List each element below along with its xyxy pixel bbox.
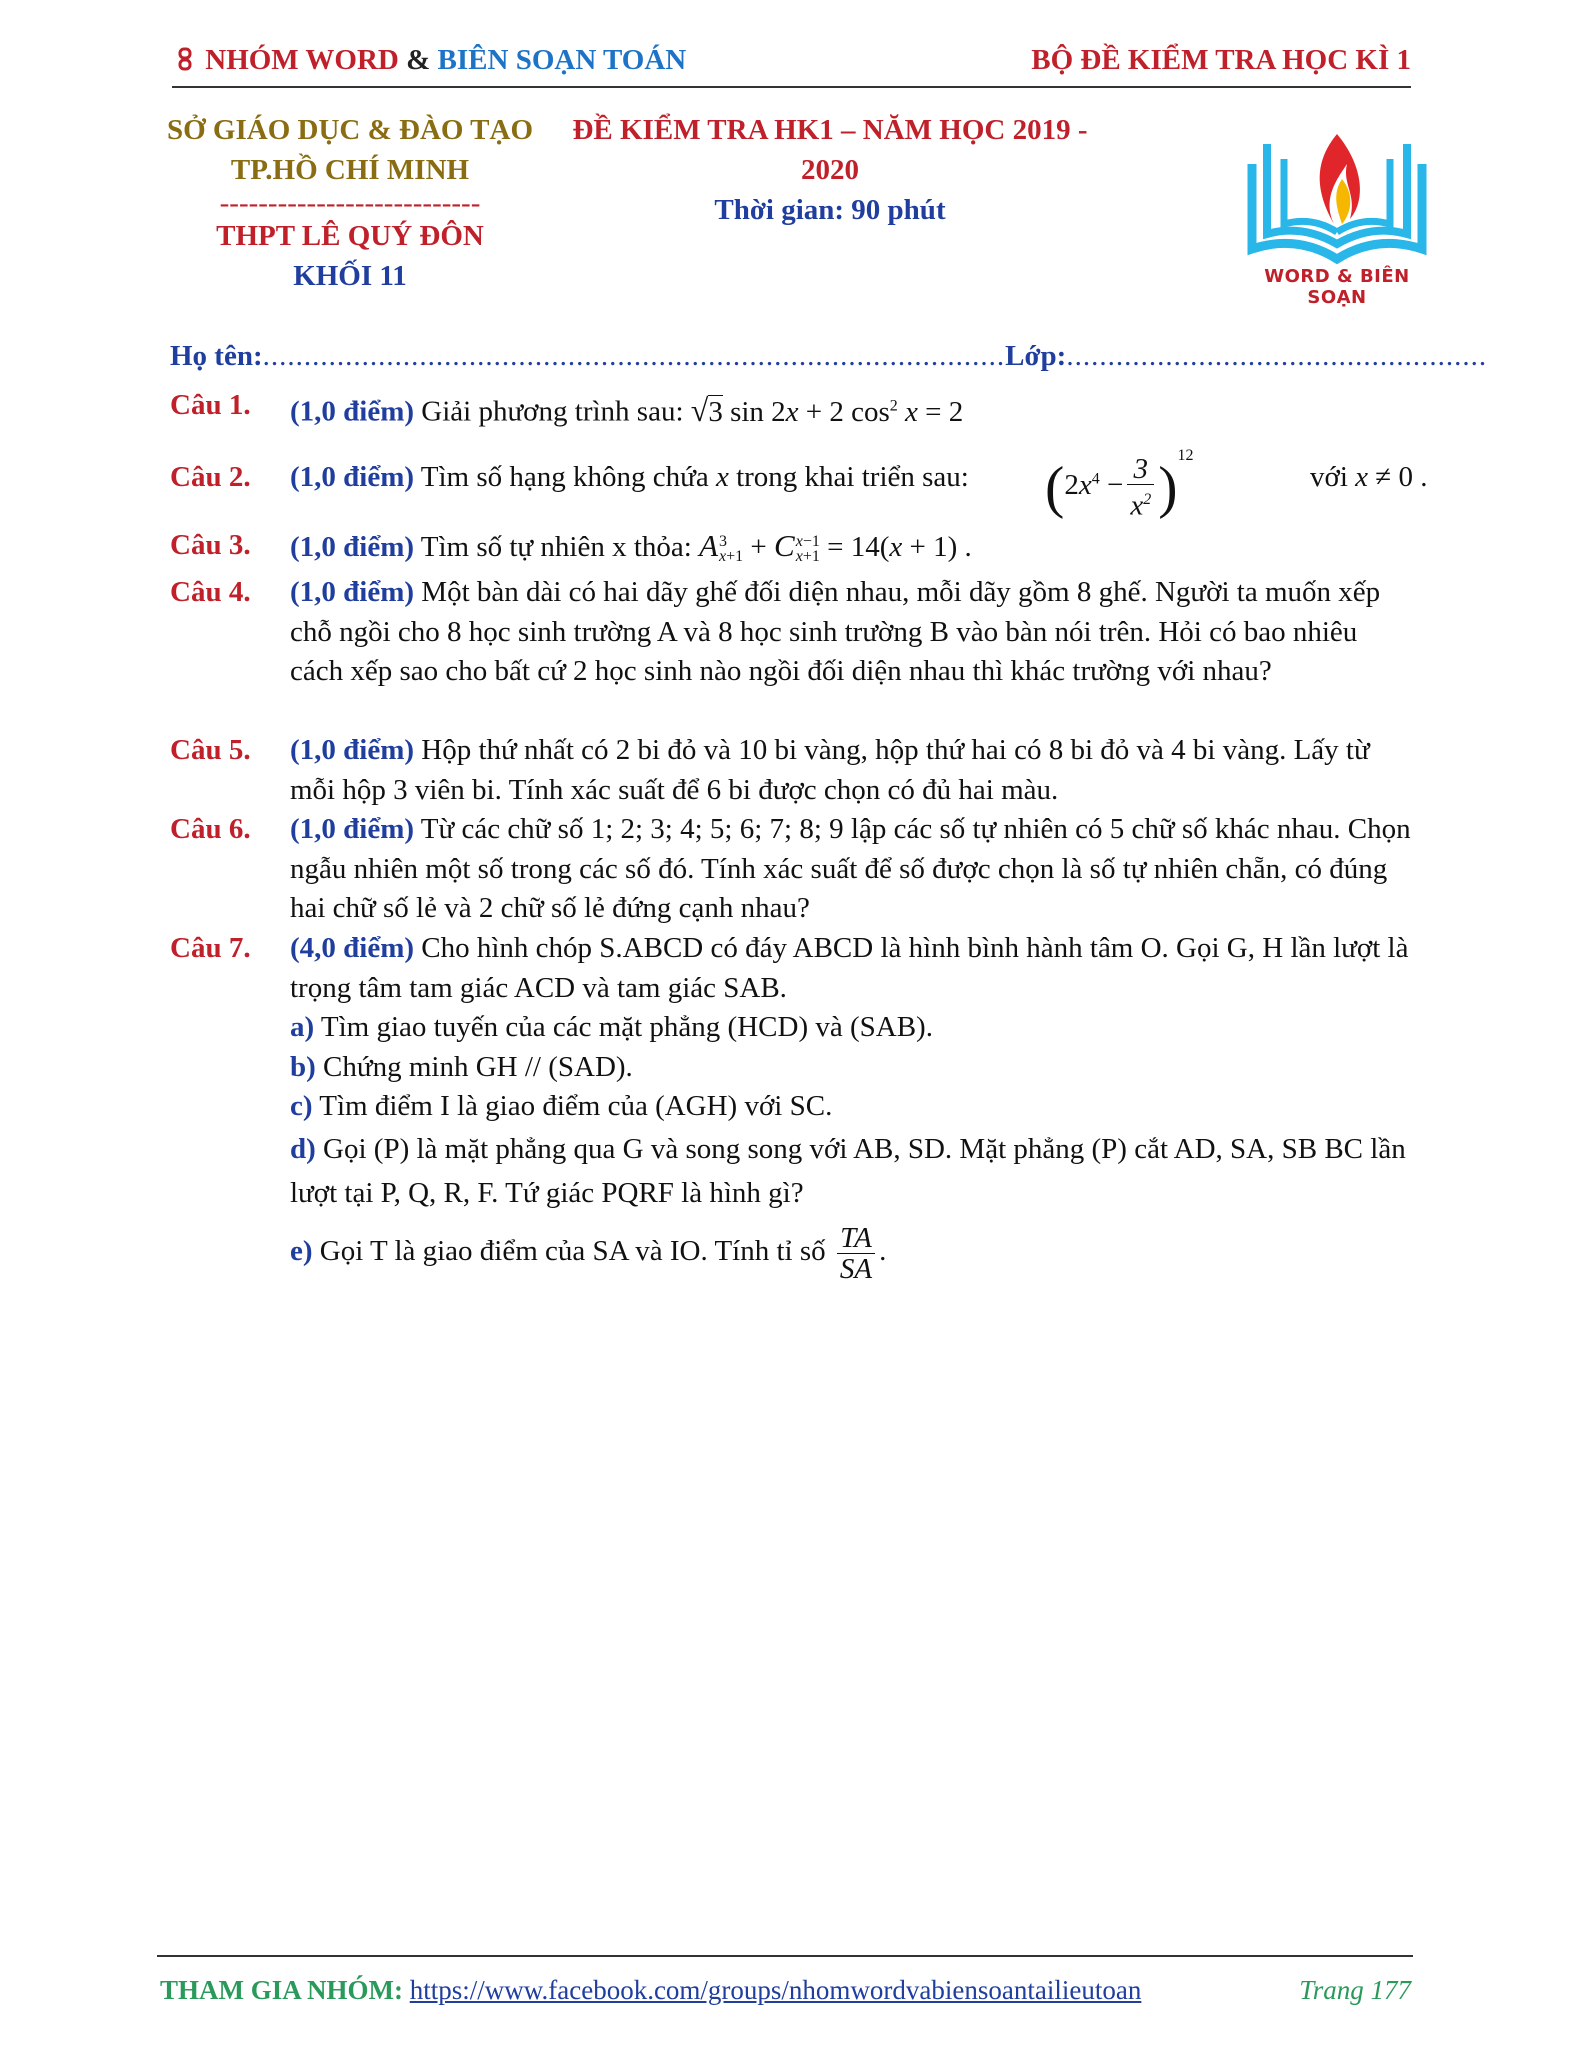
footer-group-link[interactable]: https://www.facebook.com/groups/nhomwordvabiensoantailieutoan — [409, 1975, 1142, 2005]
equation-q1: √3 sin 2x + 2 $\cos^2 x = 2$ — [690, 391, 964, 428]
question-text: Một bàn dài có hai dãy ghế đối diện nhau, mỗi dãy gồm 8 ghế. Người ta muốn xếp chỗ ngồi cho 8 học sinh trường A và 8 học sinh trường B vào bàn nói trên. Hỏi có bao nhiêu cách xếp sao cho bất cứ 2 học sinh nào ngồi đối diện nhau thì khác trường với nhau? — [290, 576, 1381, 687]
question-label: Câu 5. — [170, 734, 251, 766]
question-points: (1,0 điểm) — [290, 461, 415, 493]
question-1 — [170, 386, 1415, 426]
equation-q2: ($2x^4$ − $\frac{3}{x^2}$ )$^{12}$ — [1045, 447, 1194, 522]
question-label: Câu 6. — [170, 813, 251, 845]
class-label: Lớp: — [1005, 340, 1067, 372]
page-number: Trang 177 — [1299, 1975, 1411, 2005]
q7-part-c: c) Tìm điểm I là giao điểm của (AGH) với SC. — [290, 1090, 833, 1122]
question-text: Hộp thứ nhất có 2 bi đỏ và 10 bi vàng, hộp thứ hai có 8 bi đỏ và 4 bi vàng. Lấy từ mỗi hộp 3 viên bi. Tính xác suất để 6 bi được chọn có đủ hai màu. — [290, 734, 1370, 806]
question-5 — [170, 731, 1415, 811]
question-text-2: trong khai triển sau: — [736, 461, 969, 493]
question-text: Cho hình chóp S.ABCD có đáy ABCD là hình bình hành tâm O. Gọi G, H lần lượt là trọng tâm tam giác ACD và tam giác SAB. — [290, 932, 1409, 1004]
q7-part-a: a) Tìm giao tuyến của các mặt phẳng (HCD) và (SAB). — [290, 1011, 933, 1043]
q7-part-e: e) Gọi T là giao điểm của SA và IO. Tính tỉ số $\frac{TA}{SA}$ . — [290, 1221, 887, 1285]
question-label: Câu 7. — [170, 932, 251, 964]
school-grade: KHỐI 11 — [293, 260, 407, 292]
question-7 — [170, 929, 1415, 1349]
school-block — [140, 110, 560, 296]
question-points: (4,0 điểm) — [290, 932, 415, 964]
question-2: Câu 2. (1,0 điểm) Tìm số hạng không chứa x trong khai triển sau: ($2x^4$ − $\frac{3}{x^2}$ )$^{12}$ với x ≠ 0 . — [170, 436, 1415, 516]
question-points: (1,0 điểm) — [290, 576, 415, 608]
question-label: Câu 3. — [170, 529, 251, 561]
footer-join — [160, 1975, 1141, 2006]
logo-text: WORD & BIÊN SOẠN — [1264, 266, 1410, 308]
footer-divider — [157, 1955, 1413, 1957]
question-6 — [170, 810, 1415, 930]
school-name: THPT LÊ QUÝ ĐÔN — [216, 220, 484, 252]
student-info-line — [170, 340, 1487, 373]
header-group-title — [178, 44, 686, 77]
q7-part-d: d) Gọi (P) là mặt phẳng qua G và song song với AB, SD. Mặt phẳng (P) cắt AD, SA, SB BC lần lượt tại P, Q, R, F. Tứ giác PQRF là hình gì? — [290, 1132, 1406, 1209]
class-blank: ................................................... — [1066, 340, 1488, 372]
q7-part-b: b) Chứng minh GH // (SAD). — [290, 1050, 633, 1083]
school-department: SỞ GIÁO DỤC & ĐÀO TẠO — [166, 114, 534, 146]
name-label: Họ tên: — [170, 340, 263, 372]
question-points: (1,0 điểm) — [290, 734, 415, 766]
header-group-part1: NHÓM WORD — [205, 44, 399, 76]
school-city: TP.HỒ CHÍ MINH — [230, 154, 470, 186]
question-label: Câu 4. — [170, 576, 251, 608]
question-points: (1,0 điểm) — [290, 395, 415, 428]
footer-label: THAM GIA NHÓM: — [160, 1975, 403, 2005]
name-blank: .......................................................................................... — [262, 340, 1006, 372]
question-variable: x — [715, 461, 729, 493]
header-group-part2: BIÊN SOẠN TOÁN — [437, 44, 687, 76]
exam-block — [570, 110, 1090, 230]
question-text: Tìm số tự nhiên x thỏa: — [420, 531, 692, 563]
question-after-text: với — [1310, 461, 1348, 493]
question-text: Từ các chữ số 1; 2; 3; 4; 5; 6; 7; 8; 9 lập các số tự nhiên có 5 chữ số khác nhau. Chọn ngẫu nhiên một số trong các số đó. Tính xác suất để số được chọn là số tự nhiên chẵn, có đúng hai chữ số lẻ và 2 chữ số lẻ đứng cạnh nhau? — [290, 813, 1411, 924]
equation-q3: A 3 x+1 + C x−1 x+1 = 14(x + 1) . — [699, 528, 972, 566]
question-3 — [170, 526, 1415, 568]
exam-time: Thời gian: 90 phút — [714, 194, 946, 226]
header-right-title: BỘ ĐỀ KIỂM TRA HỌC KÌ 1 — [1031, 44, 1411, 76]
ratio-ta-sa: $\frac{TA}{SA}$ — [837, 1223, 875, 1284]
header-divider — [172, 86, 1411, 88]
question-points: (1,0 điểm) — [290, 531, 415, 563]
question-points: (1,0 điểm) — [290, 813, 415, 845]
school-divider: --------------------------- — [219, 187, 481, 219]
question-label: Câu 1. — [170, 389, 251, 421]
question-label: Câu 2. — [170, 461, 251, 493]
question-4 — [170, 573, 1415, 733]
header-amp: & — [406, 44, 431, 76]
exam-title: ĐỀ KIỂM TRA HK1 – NĂM HỌC 2019 - 2020 — [572, 114, 1088, 186]
question-text: Giải phương trình sau: — [421, 395, 684, 428]
link-icon — [178, 44, 199, 76]
question-text: Tìm số hạng không chứa — [420, 461, 709, 493]
